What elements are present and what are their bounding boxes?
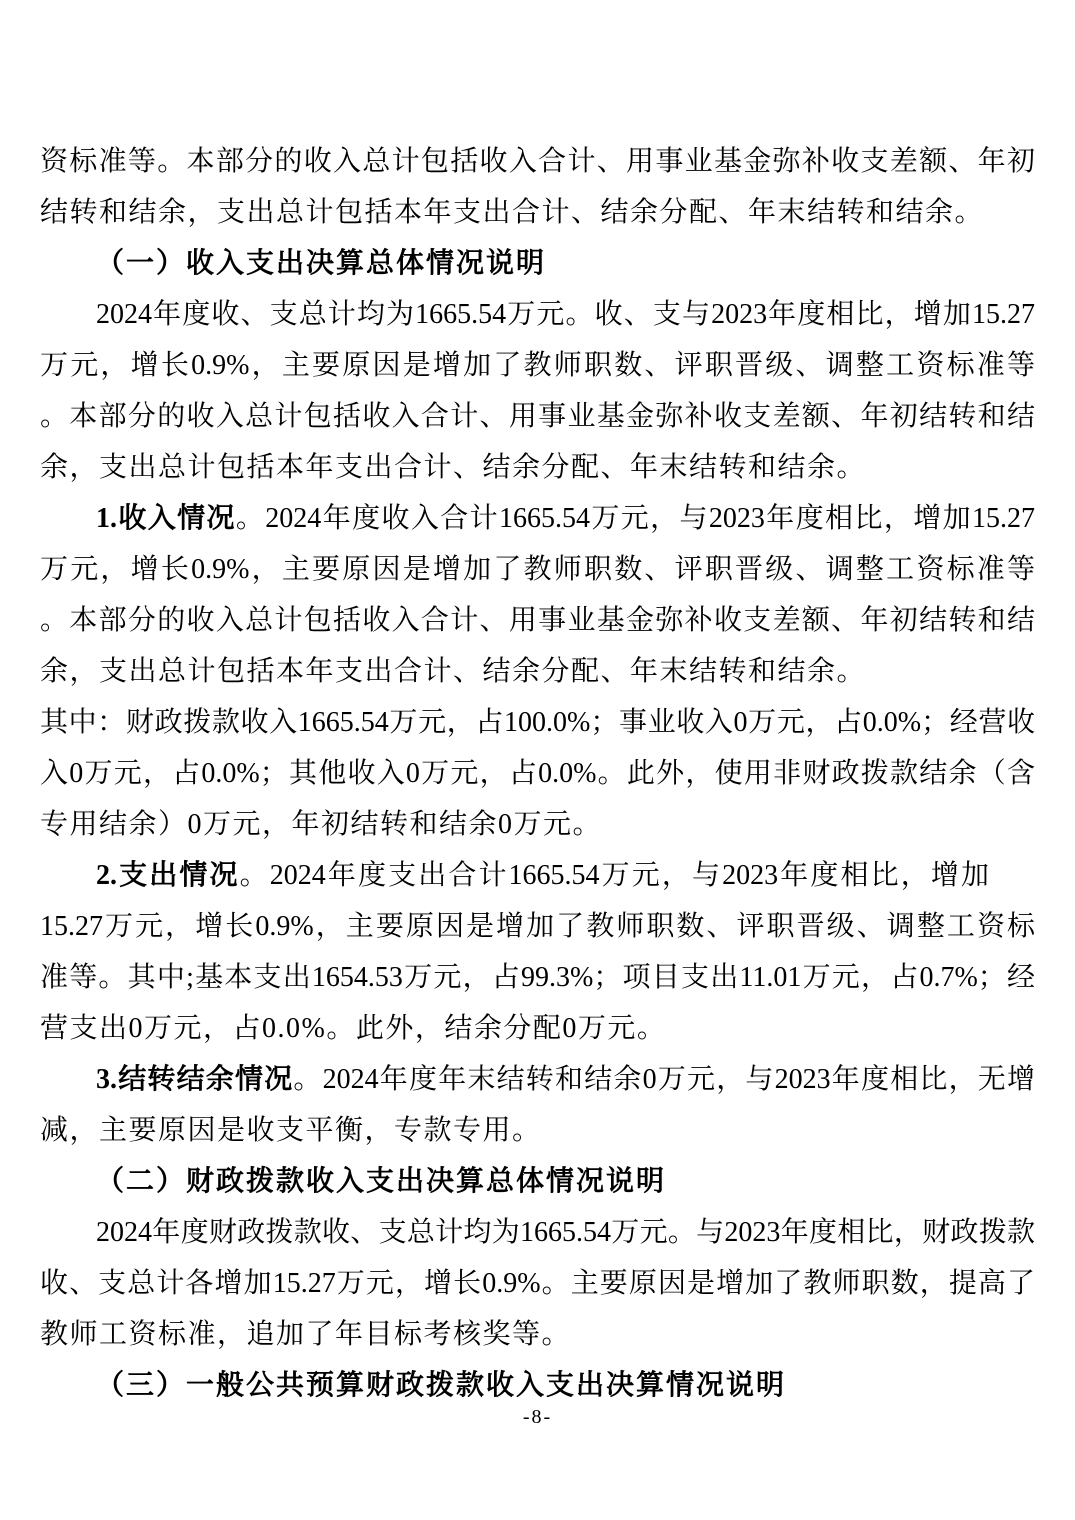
text-run: 万元，增长0.9%，主要原因是增加了教师职数、评职晋级、调整工资标准等 [40,350,1035,381]
text-run: 。2024年度收入合计1665.54万元，与2023年度相比，增加15.27 [235,503,1035,534]
text-line [40,1309,1035,1360]
text-run: 入0万元，占0.0%；其他收入0万元，占0.0%。此外，使用非财政拨款结余（含 [40,758,1035,789]
text-line [40,646,1035,697]
text-run: 。2024年度年末结转和结余0万元，与2023年度相比，无增 [293,1064,1035,1095]
bold-text-run: 2.支出情况 [96,860,240,891]
section-heading [40,1360,1035,1411]
text-run: 。2024年度支出合计1665.54万元，与2023年度相比，增加 [239,860,989,891]
text-run: 15.27万元，增长0.9%，主要原因是增加了教师职数、评职晋级、调整工资标 [40,911,1035,942]
text-line [40,697,1035,748]
text-run: 2024年度财政拨款收、支总计均为1665.54万元。与2023年度相比，财政拨款 [96,1217,1035,1248]
text-line [40,544,1035,595]
text-run: 2024年度收、支总计均为1665.54万元。收、支与2023年度相比，增加15.27 [96,299,1035,330]
text-line [40,187,1035,238]
text-run: 。本部分的收入总计包括收入合计、用事业基金弥补收支差额、年初结转和结 [40,401,1035,432]
text-line [40,1054,1035,1105]
text-line [40,340,1035,391]
text-run: 减，主要原因是收支平衡，专款专用。 [40,1115,542,1146]
text-run: 专用结余）0万元，年初结转和结余0万元。 [40,809,603,840]
text-run: 。本部分的收入总计包括收入合计、用事业基金弥补收支差额、年初结转和结 [40,605,1035,636]
text-line [40,442,1035,493]
text-line [40,1207,1035,1258]
bold-text-run: 1.收入情况 [96,503,236,534]
text-run: 营支出0万元，占0.0%。此外，结余分配0万元。 [40,1013,667,1044]
text-line [40,952,1035,1003]
text-line [40,1258,1035,1309]
text-line [40,493,1035,544]
bold-text-run: （二）财政拨款收入支出决算总体情况说明 [96,1166,667,1197]
text-run: 结转和结余，支出总计包括本年支出合计、结余分配、年末结转和结余。 [40,197,985,228]
bold-text-run: （三）一般公共预算财政拨款收入支出决算情况说明 [96,1370,787,1401]
section-heading [40,238,1035,289]
text-line [40,289,1035,340]
text-line [40,136,1035,187]
text-run: 万元，增长0.9%，主要原因是增加了教师职数、评职晋级、调整工资标准等 [40,554,1035,585]
text-run: 余，支出总计包括本年支出合计、结余分配、年末结转和结余。 [40,452,867,483]
text-line [40,850,1035,901]
document-text-block [40,136,1035,1411]
text-run: 教师工资标准，追加了年目标考核奖等。 [40,1319,572,1350]
section-heading [40,1156,1035,1207]
text-line [40,1105,1035,1156]
text-line [40,391,1035,442]
text-line [40,901,1035,952]
bold-text-run: 3.结转结余情况 [96,1064,294,1095]
text-run: 余，支出总计包括本年支出合计、结余分配、年末结转和结余。 [40,656,867,687]
text-run: 收、支总计各增加15.27万元，增长0.9%。主要原因是增加了教师职数，提高了 [40,1268,1035,1299]
text-line [40,1003,1035,1054]
text-run: 其中：财政拨款收入1665.54万元，占100.0%；事业收入0万元，占0.0%；经营收 [40,707,1035,738]
text-run: 资标准等。本部分的收入总计包括收入合计、用事业基金弥补收支差额、年初 [40,146,1035,177]
text-line [40,595,1035,646]
text-line [40,799,1035,850]
text-run: 准等。其中;基本支出1654.53万元，占99.3%；项目支出11.01万元，占0.7%；经 [40,962,1035,993]
page-number: -8- [522,1406,553,1428]
bold-text-run: （一）收入支出决算总体情况说明 [96,248,547,279]
text-line [40,748,1035,799]
